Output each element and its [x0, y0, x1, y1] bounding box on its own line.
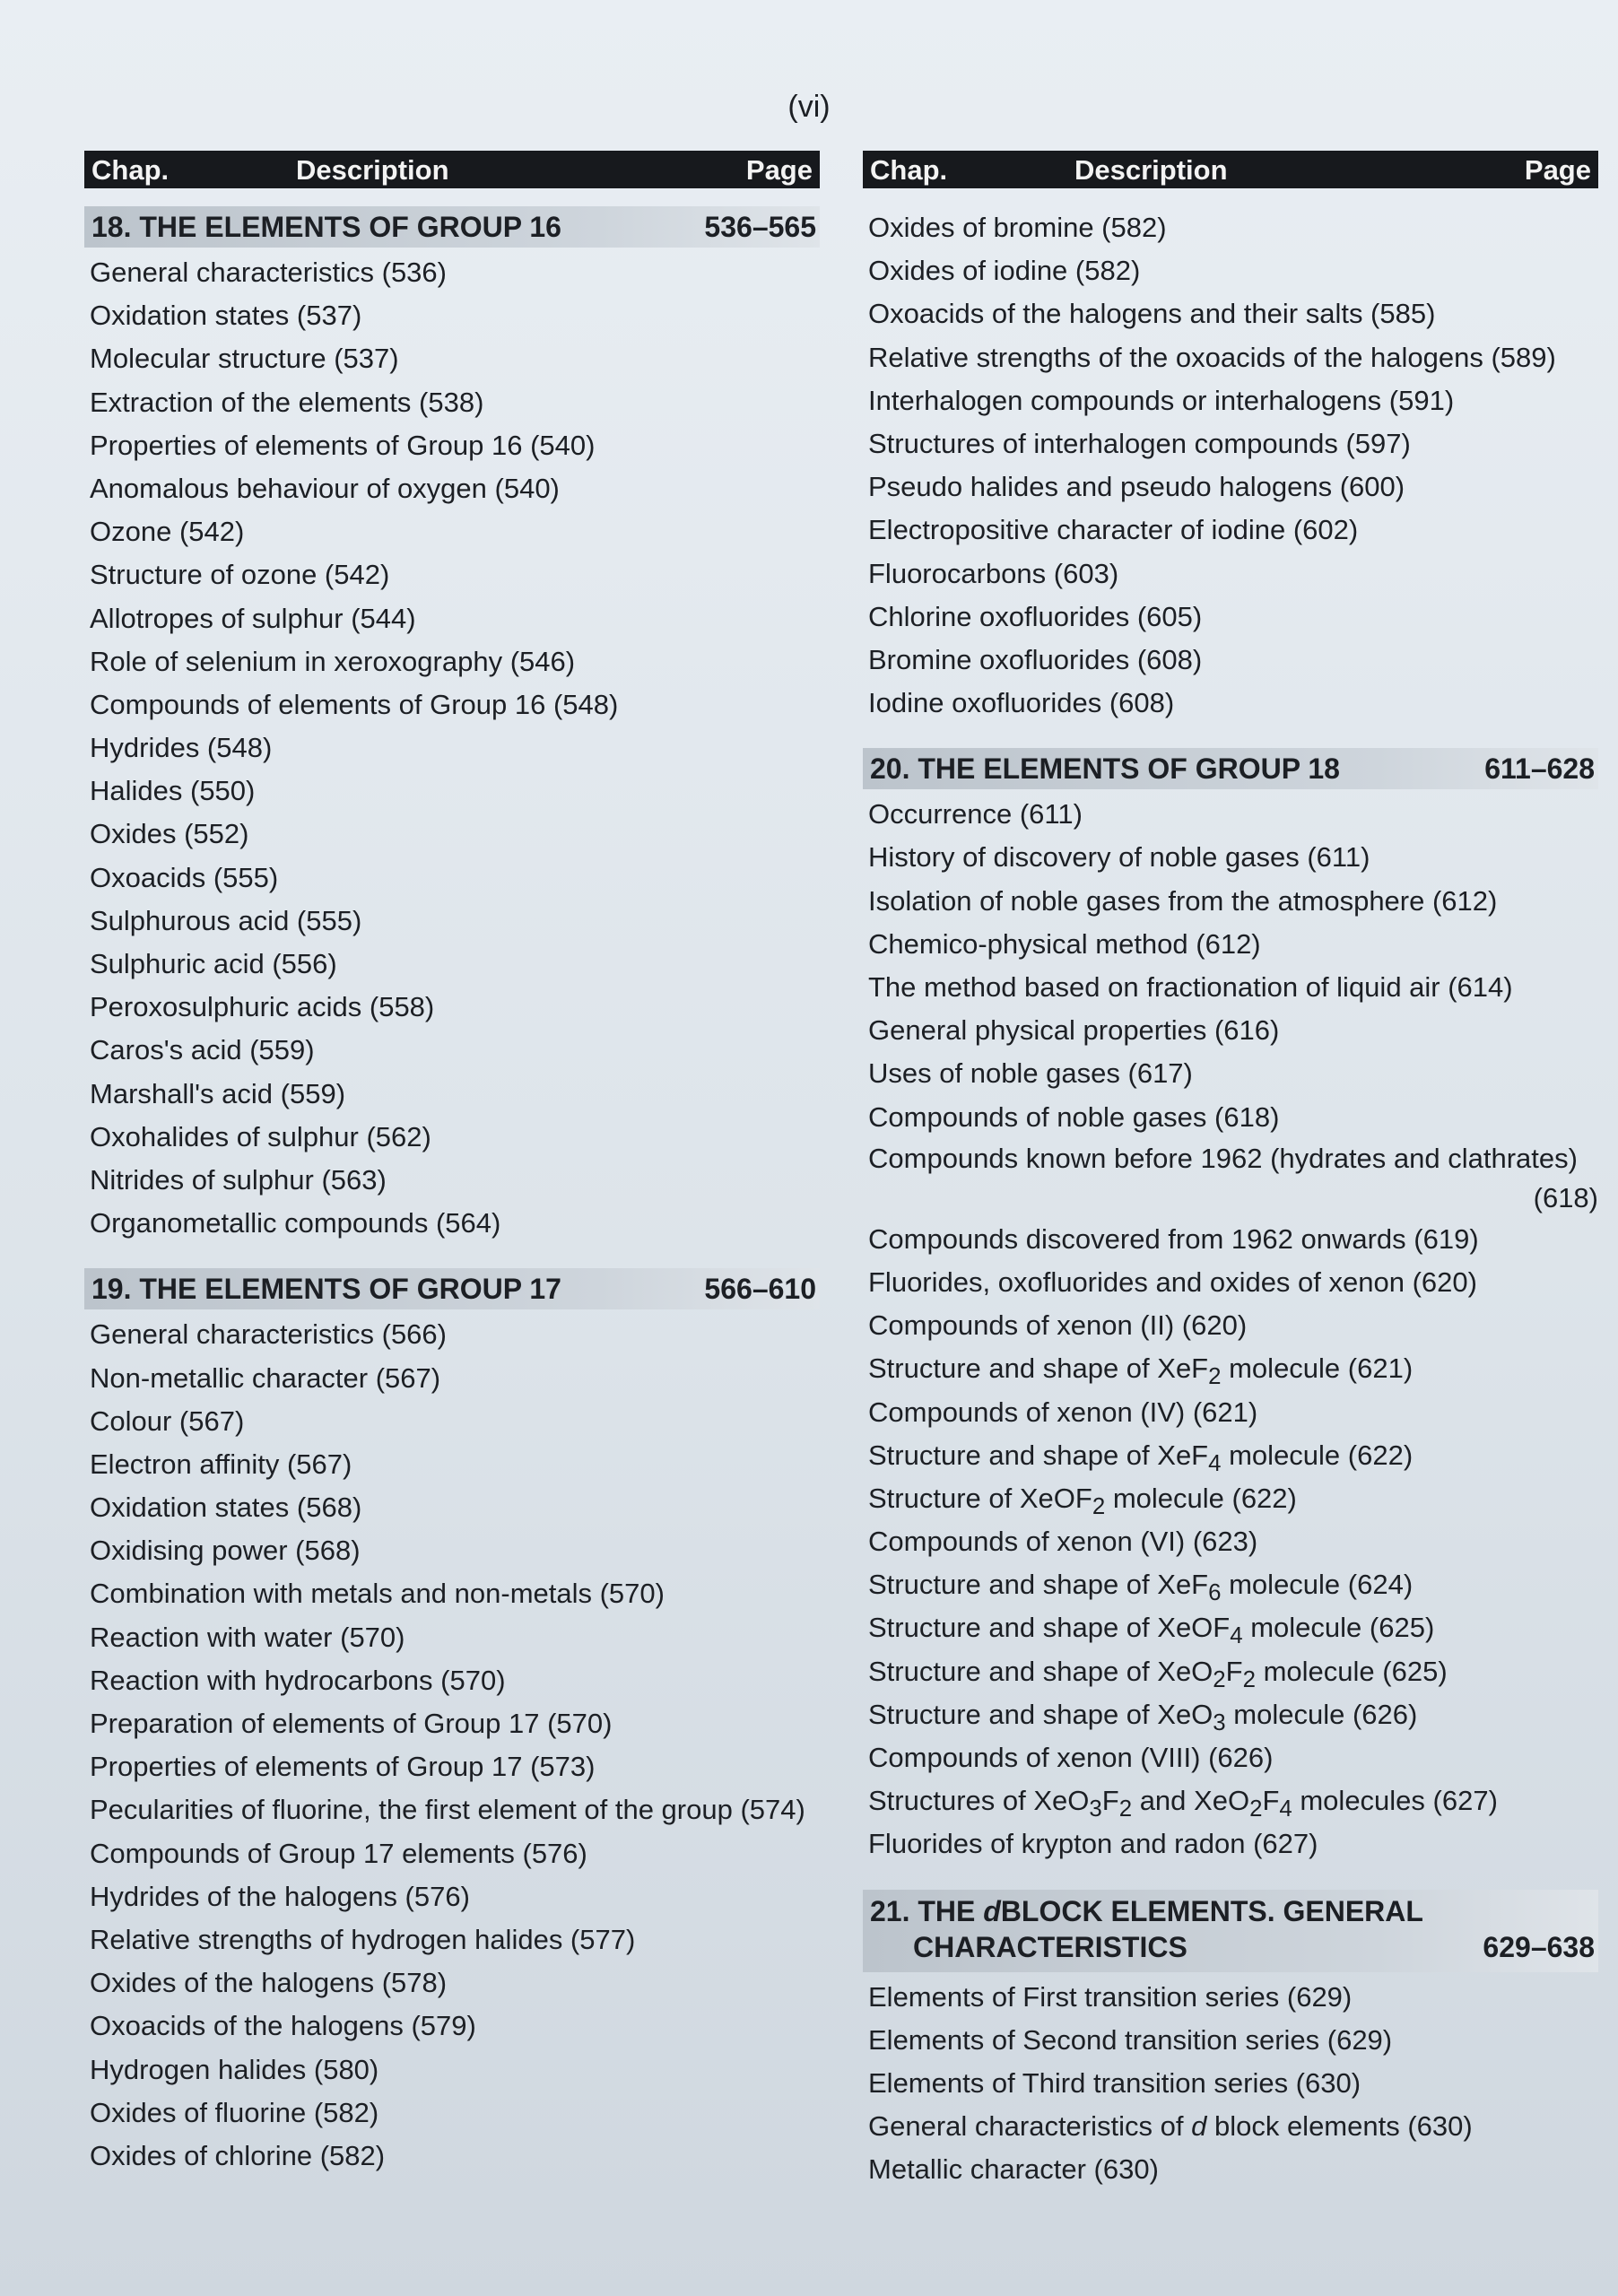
list-item: Occurrence (611) — [868, 798, 1083, 831]
list-item: Oxides of bromine (582) — [868, 212, 1167, 243]
item-text: molecule (622) — [1221, 1439, 1414, 1471]
section-pages: 629–638 — [1483, 1930, 1595, 1963]
left-column — [84, 151, 820, 2178]
item-text: molecule (625) — [1242, 1612, 1435, 1644]
list-item: Oxohalides of sulphur (562) — [90, 1120, 431, 1152]
list-item: Compounds of xenon (IV) (621) — [868, 1396, 1258, 1428]
section-heading — [84, 206, 820, 248]
item-text: Structure and shape of XeO — [868, 1655, 1214, 1687]
list-item: Marshall's acid (559) — [90, 1077, 346, 1109]
item-text: and XeO — [1132, 1785, 1250, 1817]
subscript: 4 — [1208, 1450, 1222, 1476]
list-item: Hydrides of the halogens (576) — [90, 1880, 470, 1912]
list-item: Properties of elements of Group 17 (573) — [90, 1751, 596, 1783]
list-item: Compounds of xenon (VIII) (626) — [868, 1742, 1274, 1773]
item-text: Structure and shape of XeF — [868, 1439, 1209, 1471]
list-item: Metallic character (630) — [868, 2153, 1159, 2186]
list-item: Oxides of fluorine (582) — [90, 2096, 379, 2128]
list-item: Compounds of noble gases (618) — [868, 1100, 1280, 1133]
list-item: Role of selenium in xeroxography (546) — [90, 645, 576, 677]
item-italic: d — [1191, 2110, 1207, 2143]
list-item: Compounds of elements of Group 16 (548) — [90, 688, 619, 720]
subscript: 2 — [1249, 1796, 1263, 1822]
list-item: Compounds discovered from 1962 onwards (619) — [868, 1222, 1479, 1255]
section-title: 19. THE ELEMENTS OF GROUP 17 — [91, 1273, 561, 1306]
list-item: Reaction with hydrocarbons (570) — [90, 1664, 506, 1696]
header-chap: Chap. — [91, 154, 170, 186]
item-text: block elements (630) — [1206, 2110, 1473, 2143]
list-item — [863, 1650, 1598, 1693]
list-item: Bromine oxofluorides (608) — [868, 643, 1203, 675]
subscript: 2 — [1242, 1666, 1256, 1692]
list-item: Structure of ozone (542) — [90, 559, 390, 591]
list-item: Compounds of xenon (II) (620) — [868, 1309, 1248, 1342]
item-text: F — [1225, 1655, 1243, 1687]
item-text: Structure of XeOF — [868, 1482, 1092, 1514]
item-text: molecule (625) — [1255, 1655, 1448, 1687]
list-item: Oxides of iodine (582) — [868, 255, 1141, 287]
list-item: General characteristics (566) — [90, 1318, 447, 1351]
list-item — [863, 1779, 1598, 1822]
section-heading — [84, 1268, 820, 1309]
subscript: 2 — [1092, 1494, 1106, 1520]
list-item: The method based on fractionation of liquid air (614) — [868, 971, 1513, 1003]
list-item: Chemico-physical method (612) — [868, 927, 1261, 960]
list-item — [863, 1434, 1598, 1477]
list-item — [863, 1139, 1598, 1218]
subscript: 6 — [1208, 1580, 1222, 1606]
section-pages: 566–610 — [704, 1273, 816, 1306]
section-title-the: THE — [918, 1894, 976, 1927]
subscript: 3 — [1213, 1710, 1226, 1735]
page-number: (vi) — [787, 90, 831, 124]
list-item: Halides (550) — [90, 775, 256, 807]
list-item: Compounds of Group 17 elements (576) — [90, 1837, 587, 1869]
list-item: Oxides of chlorine (582) — [90, 2139, 386, 2171]
list-item: Oxoacids of the halogens (579) — [90, 2010, 476, 2042]
item-text: molecules (627) — [1292, 1785, 1498, 1817]
list-item: Electron affinity (567) — [90, 1448, 352, 1480]
list-item: Oxides of the halogens (578) — [90, 1967, 448, 1999]
list-item: Elements of Second transition series (629) — [868, 2023, 1393, 2056]
item-text: molecule (624) — [1221, 1569, 1414, 1601]
section-num: 21. — [870, 1894, 910, 1927]
subscript: 2 — [1118, 1796, 1133, 1822]
list-item: Iodine oxofluorides (608) — [868, 687, 1175, 719]
item-text: molecule (621) — [1221, 1352, 1414, 1385]
list-item: Chlorine oxofluorides (605) — [868, 600, 1203, 632]
list-item: General characteristics (536) — [90, 257, 447, 288]
list-item: Pecularities of fluorine, the first element of the group (574) — [90, 1794, 805, 1826]
list-item — [863, 1347, 1598, 1390]
list-item — [863, 1606, 1598, 1649]
list-item: Fluorocarbons (603) — [868, 557, 1119, 589]
section-pages: 536–565 — [704, 211, 816, 243]
section-title-line2: CHARACTERISTICS — [913, 1930, 1187, 1963]
list-item: Structures of interhalogen compounds (597) — [868, 427, 1411, 459]
list-item: Hydrogen halides (580) — [90, 2053, 379, 2085]
list-item: Sulphurous acid (555) — [90, 904, 362, 936]
subscript: 4 — [1230, 1623, 1243, 1649]
list-item: Properties of elements of Group 16 (540) — [90, 429, 596, 461]
section-pages: 611–628 — [1484, 752, 1595, 786]
section-title: 18. THE ELEMENTS OF GROUP 16 — [91, 211, 561, 243]
list-item: Oxoacids (555) — [90, 861, 279, 893]
column-header — [84, 151, 820, 188]
list-item: Relative strengths of hydrogen halides (577) — [90, 1923, 636, 1955]
right-column — [863, 151, 1598, 2192]
list-item: Oxides (552) — [90, 818, 249, 850]
list-item: Fluorides, oxofluorides and oxides of xenon (620) — [868, 1265, 1477, 1298]
list-item: Interhalogen compounds or interhalogens (591) — [868, 384, 1455, 416]
list-item: Anomalous behaviour of oxygen (540) — [90, 472, 560, 504]
list-item: Reaction with water (570) — [90, 1621, 405, 1653]
list-item: Nitrides of sulphur (563) — [90, 1163, 387, 1196]
list-item: Preparation of elements of Group 17 (570) — [90, 1708, 613, 1739]
list-item: Sulphuric acid (556) — [90, 948, 337, 979]
list-item: Oxoacids of the halogens and their salts (585) — [868, 298, 1436, 330]
list-item: Oxidising power (568) — [90, 1535, 361, 1567]
item-text: molecule (622) — [1105, 1482, 1297, 1514]
list-item — [863, 1693, 1598, 1736]
subscript: 3 — [1089, 1796, 1102, 1822]
list-item: Fluorides of krypton and radon (627) — [868, 1828, 1318, 1860]
item-text: Structure and shape of XeO — [868, 1698, 1214, 1730]
list-item: Ozone (542) — [90, 516, 245, 548]
item-text: Structure and shape of XeF — [868, 1569, 1209, 1601]
item-text: molecule (626) — [1225, 1698, 1418, 1730]
header-description: Description — [296, 154, 449, 186]
header-description: Description — [1074, 154, 1228, 186]
list-item: Caros's acid (559) — [90, 1034, 315, 1066]
list-item: Elements of First transition series (629) — [868, 1980, 1353, 2013]
list-item: History of discovery of noble gases (611) — [868, 841, 1370, 874]
header-chap: Chap. — [870, 154, 948, 186]
list-item: Pseudo halides and pseudo halogens (600) — [868, 471, 1405, 503]
list-item: Electropositive character of iodine (602) — [868, 514, 1359, 546]
header-page: Page — [745, 154, 813, 186]
section-title: BLOCK ELEMENTS. GENERAL — [1000, 1894, 1423, 1927]
list-item: Isolation of noble gases from the atmosphere (612) — [868, 884, 1498, 917]
list-item: Relative strengths of the oxoacids of the halogens (589) — [868, 341, 1556, 373]
list-item: Non-metallic character (567) — [90, 1361, 441, 1394]
item-text: Structures of XeO — [868, 1785, 1090, 1817]
header-page: Page — [1524, 154, 1591, 186]
list-item: Oxidation states (537) — [90, 300, 362, 332]
list-item: Oxidation states (568) — [90, 1492, 362, 1524]
list-item: Molecular structure (537) — [90, 343, 399, 375]
item-text: General characteristics of — [868, 2110, 1192, 2143]
list-item: Peroxosulphuric acids (558) — [90, 991, 435, 1023]
list-item: Compounds of xenon (VI) (623) — [868, 1526, 1258, 1558]
item-page: (618) — [1533, 1181, 1598, 1213]
section-title: 20. THE ELEMENTS OF GROUP 18 — [870, 752, 1340, 786]
list-item — [863, 1563, 1598, 1606]
list-item — [863, 1477, 1598, 1520]
item-text: F — [1101, 1785, 1119, 1817]
list-item — [863, 2105, 1598, 2148]
list-item: Combination with metals and non-metals (570) — [90, 1578, 665, 1610]
section-heading — [863, 1890, 1598, 1972]
list-item: Colour (567) — [90, 1405, 245, 1437]
column-header — [863, 151, 1598, 188]
list-item: General physical properties (616) — [868, 1014, 1280, 1047]
list-item: Allotropes of sulphur (544) — [90, 602, 416, 634]
item-text: F — [1262, 1785, 1280, 1817]
list-item: Organometallic compounds (564) — [90, 1207, 501, 1239]
section-title-d: d — [983, 1894, 1001, 1927]
subscript: 2 — [1208, 1364, 1222, 1390]
item-text: Structure and shape of XeF — [868, 1352, 1209, 1385]
list-item: Uses of noble gases (617) — [868, 1057, 1193, 1090]
subscript: 4 — [1279, 1796, 1292, 1822]
item-text: Structure and shape of XeOF — [868, 1612, 1231, 1644]
list-item: Hydrides (548) — [90, 732, 273, 764]
list-item: Extraction of the elements (538) — [90, 386, 484, 418]
item-text: Compounds known before 1962 (hydrates and clathrates) — [868, 1142, 1578, 1174]
subscript: 2 — [1213, 1666, 1226, 1692]
section-heading — [863, 748, 1598, 789]
list-item: Elements of Third transition series (630) — [868, 2066, 1361, 2099]
